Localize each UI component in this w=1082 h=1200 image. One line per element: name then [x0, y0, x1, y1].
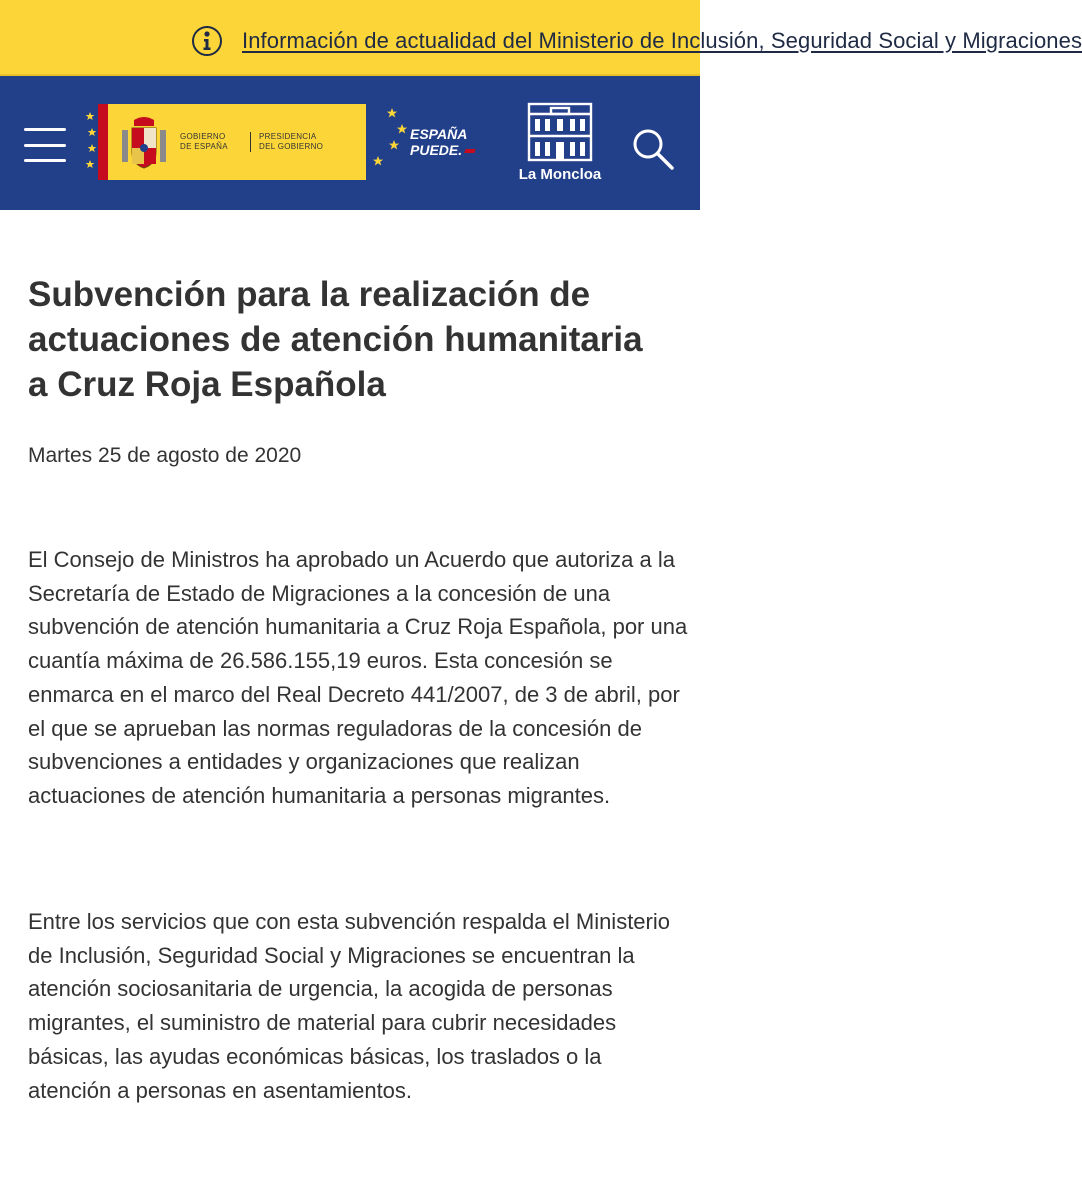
search-icon[interactable]: [630, 126, 676, 172]
espana-puede-text: ESPAÑA PUEDE.: [410, 126, 475, 158]
moncloa-label: La Moncloa: [518, 166, 602, 183]
la-moncloa-logo[interactable]: [504, 100, 616, 190]
moncloa-building-icon: [525, 100, 595, 164]
info-icon: [192, 26, 222, 56]
article-date: Martes 25 de agosto de 2020: [28, 444, 302, 467]
info-banner: [0, 0, 1082, 76]
espana-puede-logo[interactable]: [368, 104, 490, 170]
news-info-link[interactable]: Información de actualidad del Ministerio de Inclusión, Seguridad Social y Migraciones: [242, 28, 1082, 53]
article-paragraph: El Consejo de Ministros ha aprobado un Acuerdo que autoriza a la Secretaría de Estado de Migraciones a la concesión de una subvención de atención humanitaria a Cruz Roja Española, por una cuantía máxima de 26.586.155,19 euros. Esta concesión se enmarca en el marco del Real Decreto 441/2007, de 3 de abril, por el que se aprueban las normas reguladoras de la concesión de subvenciones a entidades y organizaciones que realizan actuaciones de atención humanitaria a personas migrantes.: [28, 547, 688, 808]
article-paragraph: Entre los servicios que con esta subvención respalda el Ministerio de Inclusión, Seguridad Social y Migraciones se encuentran la atención sociosanitaria de urgencia, la acogida de personas migrantes, el suministro de material para cubrir necesidades básicas, las ayudas económicas básicas, los traslados o la atención a personas en asentamientos.: [28, 909, 670, 1103]
hamburger-menu-icon[interactable]: [24, 128, 68, 162]
gobierno-logo[interactable]: [84, 104, 366, 180]
coat-of-arms-icon: [120, 116, 168, 170]
article-title: Subvención para la realización de actuaciones de atención humanitaria a Cruz Roja Española: [28, 275, 643, 404]
gobierno-de-espana-text: GOBIERNO DE ESPAÑA: [180, 132, 228, 151]
info-glyph: [198, 30, 216, 52]
presidencia-del-gobierno-text: PRESIDENCIA DEL GOBIERNO: [250, 132, 323, 152]
